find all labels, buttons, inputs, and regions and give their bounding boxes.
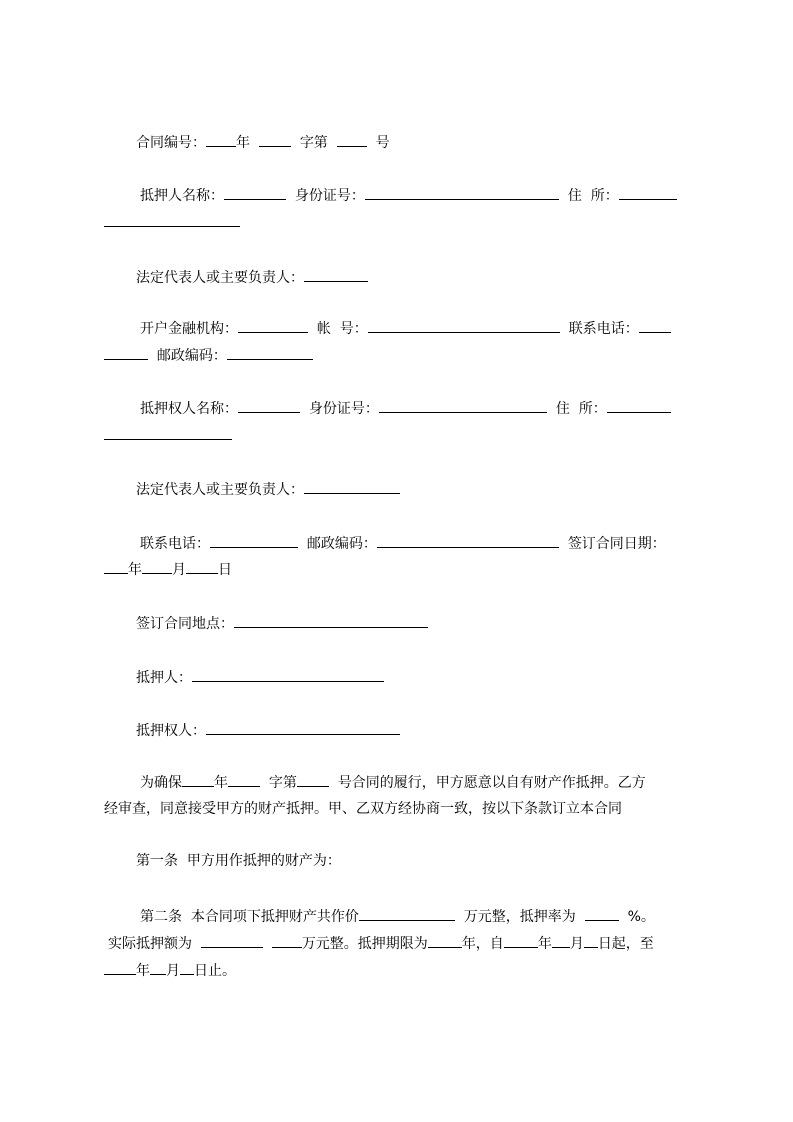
mortgagee-sign-label: 抵押权人： bbox=[136, 723, 206, 739]
zi-di-label: 字第 bbox=[299, 135, 328, 151]
contact-phone-label: 联系电话： bbox=[140, 536, 210, 552]
mortgagor-id-label: 身份证号： bbox=[294, 188, 365, 204]
legal-rep-label: 法定代表人或主要负责人： bbox=[136, 482, 304, 498]
sign-place-label: 签订合同地点： bbox=[136, 616, 234, 632]
article-2-line-3 bbox=[104, 960, 236, 980]
mortgagee-sign-line bbox=[136, 720, 400, 740]
legal-rep-line-1 bbox=[136, 267, 368, 287]
bank-label: 开户金融机构： bbox=[140, 321, 238, 337]
phone-label: 联系电话： bbox=[568, 321, 639, 337]
blank[interactable] bbox=[182, 772, 214, 787]
article-2-text: 实际抵押额为 bbox=[108, 936, 192, 952]
valuation-blank[interactable] bbox=[359, 906, 455, 921]
mortgagor-line bbox=[140, 185, 677, 205]
mortgagee-id-blank[interactable] bbox=[379, 398, 547, 413]
start-month-blank[interactable] bbox=[552, 933, 570, 948]
article-2-text: 日止。 bbox=[194, 963, 236, 979]
article-2-text: 年 bbox=[136, 963, 150, 979]
article-2-text: 年，自 bbox=[461, 936, 504, 952]
rate-blank[interactable] bbox=[585, 906, 619, 921]
postal-blank[interactable] bbox=[227, 345, 313, 360]
hao-label: 号 bbox=[375, 135, 390, 151]
article-2-text: 万元整。抵押期限为 bbox=[301, 936, 428, 952]
year-label: 年 bbox=[236, 135, 250, 151]
legal-rep-label: 法定代表人或主要负责人： bbox=[136, 270, 304, 286]
preamble-text: 为确保 bbox=[140, 775, 182, 791]
mortgagor-name-blank[interactable] bbox=[224, 185, 286, 200]
legal-rep-blank[interactable] bbox=[304, 479, 400, 494]
preamble-text: 号合同的履行，甲方愿意以自有财产作抵押。乙方 bbox=[337, 775, 646, 791]
preamble-line-1 bbox=[140, 772, 646, 792]
blank[interactable] bbox=[337, 132, 367, 147]
bank-blank[interactable] bbox=[238, 318, 308, 333]
account-blank[interactable] bbox=[368, 318, 560, 333]
sign-date-line bbox=[104, 559, 232, 579]
account-label: 帐 号： bbox=[316, 321, 368, 337]
blank[interactable] bbox=[297, 772, 329, 787]
sign-place-blank[interactable] bbox=[234, 613, 428, 628]
contact-postal-blank[interactable] bbox=[377, 533, 559, 548]
amount-blank-2[interactable] bbox=[272, 933, 302, 948]
article-2-text: 月 bbox=[166, 963, 180, 979]
mortgagor-sign-blank[interactable] bbox=[192, 667, 384, 682]
article-2-text: 第二条 本合同项下抵押财产共作价 bbox=[140, 909, 359, 925]
month-label: 月 bbox=[172, 562, 186, 578]
blank[interactable] bbox=[259, 132, 291, 147]
blank[interactable] bbox=[104, 345, 148, 360]
end-year-blank[interactable] bbox=[104, 960, 136, 975]
mortgagor-address-cont bbox=[104, 212, 240, 232]
bank-line-cont bbox=[104, 345, 313, 365]
preamble-text: 年 bbox=[214, 775, 228, 791]
article-1: 第一条 甲方用作抵押的财产为： bbox=[136, 853, 341, 869]
blank[interactable] bbox=[206, 132, 236, 147]
day-blank[interactable] bbox=[186, 559, 218, 574]
article-2-text: 年 bbox=[537, 936, 552, 952]
postal-label: 邮政编码： bbox=[156, 348, 227, 364]
preamble-text: 字第 bbox=[268, 775, 297, 791]
article-2-line-1 bbox=[140, 906, 655, 926]
mortgagee-name-label: 抵押权人名称： bbox=[140, 401, 238, 417]
article-2-line-2 bbox=[108, 933, 654, 953]
article-2-text: 月 bbox=[569, 936, 584, 952]
year-blank[interactable] bbox=[104, 559, 128, 574]
mortgagor-name-label: 抵押人名称： bbox=[140, 188, 224, 204]
mortgagee-address-label: 住 所： bbox=[555, 401, 607, 417]
legal-rep-line-2 bbox=[136, 479, 400, 499]
phone-blank[interactable] bbox=[639, 318, 671, 333]
mortgagee-id-label: 身份证号： bbox=[308, 401, 379, 417]
blank[interactable] bbox=[104, 212, 240, 227]
month-blank[interactable] bbox=[142, 559, 172, 574]
year-label: 年 bbox=[128, 562, 142, 578]
preamble-line-2: 经审查，同意接受甲方的财产抵押。甲、乙双方经协商一致，按以下条款订立本合同 bbox=[104, 801, 622, 817]
article-2-text: 日起，至 bbox=[597, 936, 654, 952]
end-day-blank[interactable] bbox=[180, 960, 194, 975]
bank-line bbox=[140, 318, 671, 338]
contact-line bbox=[140, 533, 666, 553]
contract-number-line bbox=[136, 132, 390, 152]
day-label: 日 bbox=[218, 562, 232, 578]
legal-rep-blank[interactable] bbox=[304, 267, 368, 282]
contact-phone-blank[interactable] bbox=[210, 533, 298, 548]
article-2-text: %。 bbox=[627, 909, 655, 925]
article-2-text: 万元整，抵押率为 bbox=[463, 909, 576, 925]
mortgagor-address-label: 住 所： bbox=[567, 188, 619, 204]
mortgagee-sign-blank[interactable] bbox=[206, 720, 400, 735]
start-year-blank[interactable] bbox=[504, 933, 538, 948]
sign-date-label: 签订合同日期： bbox=[567, 536, 666, 552]
sign-place-line bbox=[136, 613, 428, 633]
blank[interactable] bbox=[228, 772, 260, 787]
start-day-blank[interactable] bbox=[584, 933, 598, 948]
amount-blank[interactable] bbox=[201, 933, 263, 948]
mortgagor-id-blank[interactable] bbox=[365, 185, 559, 200]
mortgagee-name-blank[interactable] bbox=[238, 398, 300, 413]
contract-number-label: 合同编号： bbox=[136, 135, 206, 151]
mortgagee-address-blank[interactable] bbox=[607, 398, 671, 413]
contact-postal-label: 邮政编码： bbox=[306, 536, 377, 552]
term-blank[interactable] bbox=[428, 933, 462, 948]
mortgagee-address-cont bbox=[104, 425, 232, 445]
mortgagor-sign-label: 抵押人： bbox=[136, 670, 192, 686]
blank[interactable] bbox=[104, 425, 232, 440]
mortgagor-sign-line bbox=[136, 667, 384, 687]
mortgagee-line bbox=[140, 398, 671, 418]
mortgagor-address-blank[interactable] bbox=[619, 185, 677, 200]
end-month-blank[interactable] bbox=[150, 960, 166, 975]
